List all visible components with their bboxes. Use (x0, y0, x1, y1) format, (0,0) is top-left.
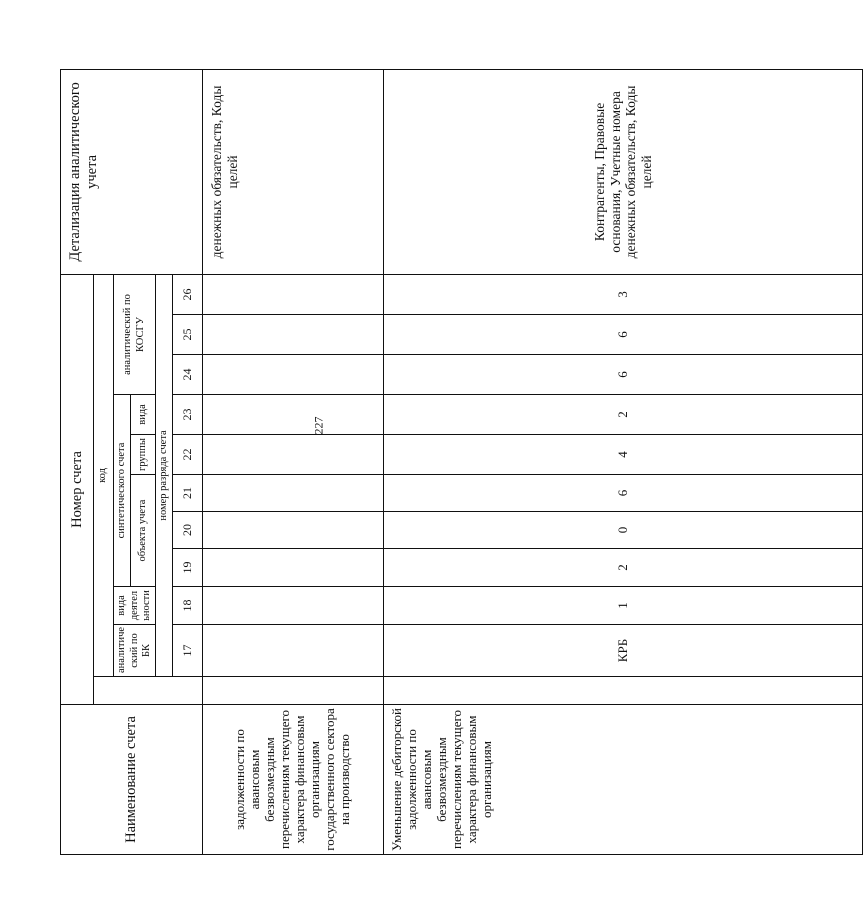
column-number-20: 20 (173, 512, 203, 549)
table-row (203, 69, 384, 854)
header-code: код (94, 274, 114, 676)
rotated-table-frame (60, 70, 860, 855)
accounts-table (60, 69, 863, 855)
column-number-19: 19 (173, 549, 203, 587)
page-number: 227 (311, 416, 326, 435)
column-number-23: 23 (173, 395, 203, 435)
row-2-col-20: 0 (384, 512, 863, 549)
column-number-25: 25 (173, 315, 203, 355)
row-2-col-26: 3 (384, 274, 863, 314)
row-1-col-26 (203, 274, 384, 314)
row-2-name: Уменьшение дебиторской задолженности по авансовым безвозмездным перечислениям текущего характера финансовым организациям (384, 705, 863, 855)
header-group: группы (131, 435, 156, 475)
row-1-col-23 (203, 395, 384, 435)
table-row (384, 69, 863, 854)
row-2-col-17: КРБ (384, 625, 863, 677)
header-analytic-kosgu: аналитический по КОСГУ (114, 274, 156, 394)
header-object: объекта учета (131, 475, 156, 587)
column-number-21: 21 (173, 475, 203, 512)
row-1-col-20 (203, 512, 384, 549)
row-1-spacer (203, 677, 384, 705)
column-number-18: 18 (173, 587, 203, 625)
row-1-detail: денежных обязательств, Коды целей (203, 69, 384, 274)
row-2-col-25: 6 (384, 315, 863, 355)
row-2-spacer (384, 677, 863, 705)
row-2-col-22: 4 (384, 435, 863, 475)
header-activity: вида деятел ьности (114, 587, 156, 625)
row-1-name: задолженности по авансовым безвозмездным перечислениям текущего характера финансовым организациям государственного сектора на производство (203, 705, 384, 855)
row-2-col-23: 2 (384, 395, 863, 435)
row-1-col-18 (203, 587, 384, 625)
header-analytic-bk: аналитиче ский по БК (114, 625, 156, 677)
row-1-col-21 (203, 475, 384, 512)
header-number: Номер счета (61, 274, 94, 704)
row-1-col-19 (203, 549, 384, 587)
column-number-24: 24 (173, 355, 203, 395)
row-1-col-24 (203, 355, 384, 395)
header-spacer (94, 677, 203, 705)
row-2-col-21: 6 (384, 475, 863, 512)
header-rank: номер разряда счета (156, 274, 173, 676)
row-1-col-25 (203, 315, 384, 355)
header-detail: Детализация аналитического учета (61, 69, 203, 274)
row-2-detail: Контрагенты, Правовые основания, Учетные номера денежных обязательств, Коды целей (384, 69, 863, 274)
row-2-col-24: 6 (384, 355, 863, 395)
column-number-26: 26 (173, 274, 203, 314)
row-2-col-18: 1 (384, 587, 863, 625)
column-number-17: 17 (173, 625, 203, 677)
header-type: вида (131, 395, 156, 435)
header-synthetic: синтетического счета (114, 395, 131, 587)
column-number-22: 22 (173, 435, 203, 475)
row-2-col-19: 2 (384, 549, 863, 587)
row-1-col-22 (203, 435, 384, 475)
row-1-col-17 (203, 625, 384, 677)
header-name: Наименование счета (61, 705, 203, 855)
